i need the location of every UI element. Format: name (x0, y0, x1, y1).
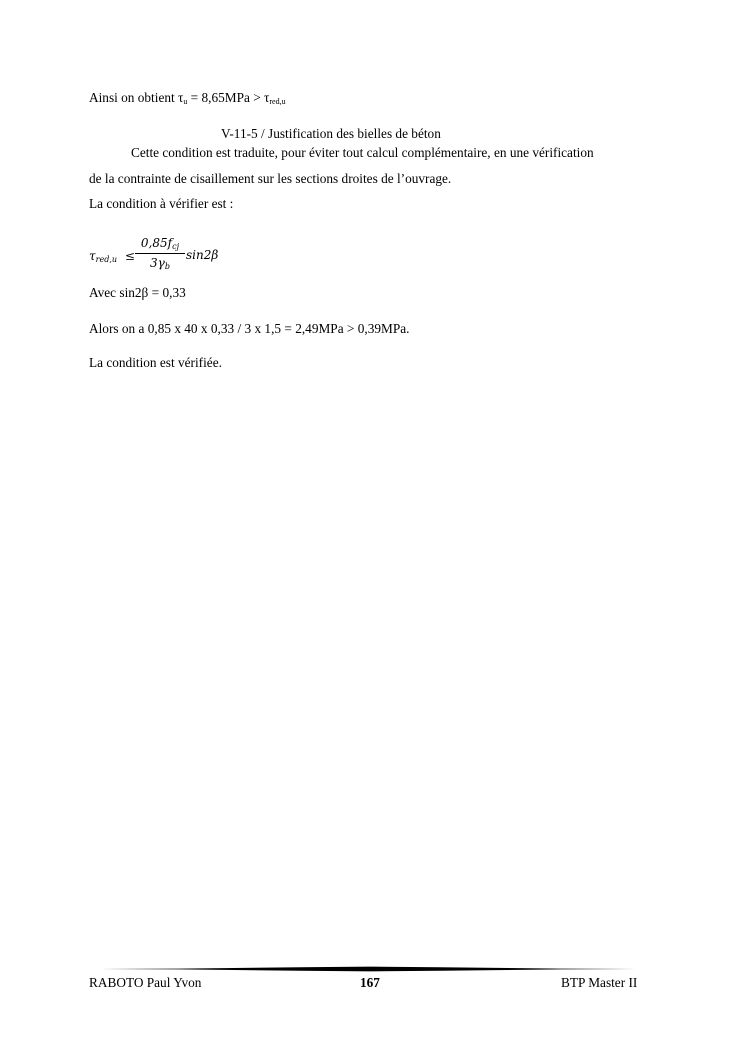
avec-line: Avec sin2β = 0,33 (89, 285, 186, 300)
calculation-line: Alors on a 0,85 x 40 x 0,33 / 3 x 1,5 = 2,49MPa > 0,39MPa. (89, 321, 410, 336)
conclusion-line: La condition est vérifiée. (89, 355, 222, 370)
fraction-bar (135, 253, 185, 254)
footer-author: RABOTO Paul Yvon (89, 975, 202, 990)
formula-fraction: $0,85f_{cj}$ $3\gamma_b$ (135, 236, 185, 272)
footer-rule (100, 966, 640, 972)
section-heading: V-11-5 / Justification des bielles de béton (221, 126, 441, 141)
paragraph-line-2: de la contrainte de cisaillement sur les sections droites de l’ouvrage. (89, 171, 452, 186)
footer-program: BTP Master II (561, 975, 638, 990)
paragraph-line-1: Cette condition est traduite, pour éviter tout calcul complémentaire, en une vérification (131, 145, 594, 160)
formula-trailing: sin2β (186, 248, 219, 262)
result-line: Ainsi on obtient $\tau_u = 8,65MPa > \tau_{red,u}$ (89, 90, 286, 106)
formula-relation: ≤ (124, 249, 135, 263)
condition-intro: La condition à vérifier est : (89, 196, 234, 211)
formula-lhs: $\tau_{red,u}$ ≤ (89, 249, 135, 264)
footer-page-number: 167 (360, 975, 380, 990)
